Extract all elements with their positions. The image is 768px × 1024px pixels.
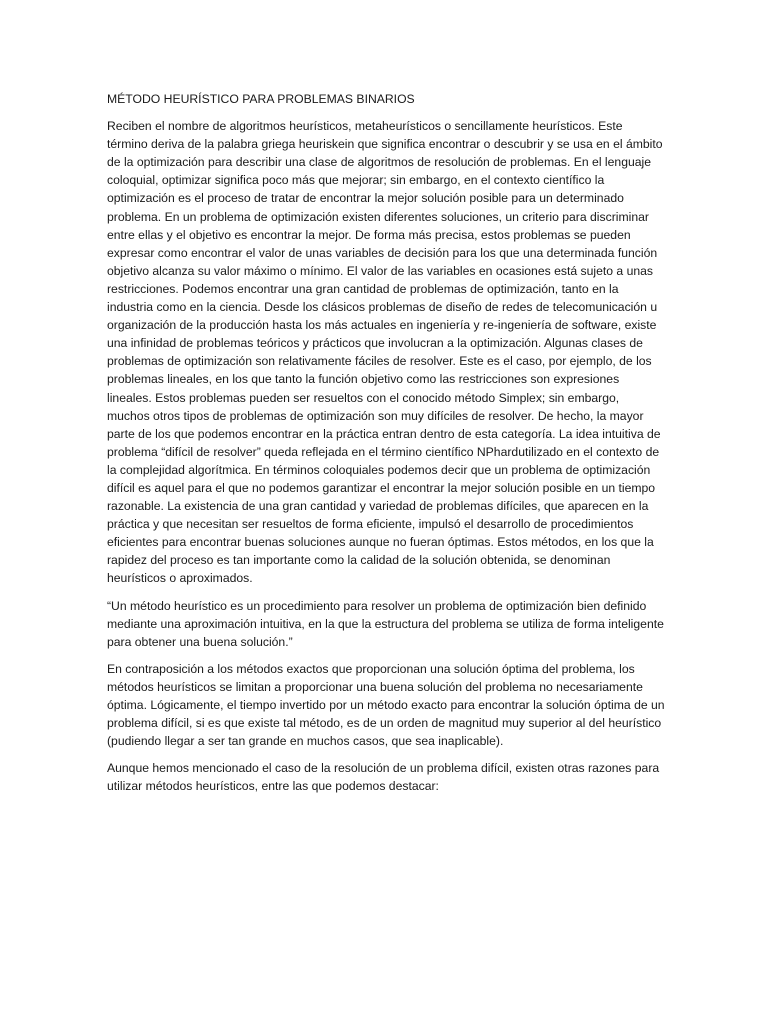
document-title: MÉTODO HEURÍSTICO PARA PROBLEMAS BINARIOS — [107, 92, 415, 106]
paragraph-introduction: Reciben el nombre de algoritmos heurísticos, metaheurísticos o sencillamente heurísticos. Este término deriva de la palabra griega heuriskein que significa encontrar o descubrir y se usa en el ámbito de la optimización para describir una clase de algoritmos de resolución de problemas. En el lenguaje coloquial, optimizar significa poco más que mejorar; sin embargo, en el contexto científico la optimización es el proceso de tratar de encontrar la mejor solución posible para un determinado problema. En un problema de optimización existen diferentes soluciones, un criterio para discriminar entre ellas y el objetivo es encontrar la mejor. De forma más precisa, estos problemas se pueden expresar como encontrar el valor de unas variables de decisión para los que una determinada función objetivo alcanza su valor máximo o mínimo. El valor de las variables en ocasiones está sujeto a unas restricciones. Podemos encontrar una gran cantidad de problemas de optimización, tanto en la industria como en la ciencia. Desde los clásicos problemas de diseño de redes de telecomunicación u organización de la producción hasta los más actuales en ingeniería y re-ingeniería de software, existe una infinidad de problemas teóricos y prácticos que involucran a la optimización. Algunas clases de problemas de optimización son relativamente fáciles de resolver. Este es el caso, por ejemplo, de los problemas lineales, en los que tanto la función objetivo como las restricciones son expresiones lineales. Estos problemas pueden ser resueltos con el conocido método Simplex; sin embargo, muchos otros tipos de problemas de optimización son muy difíciles de resolver. De hecho, la mayor parte de los que podemos encontrar en la práctica entran dentro de esta categoría. La idea intuitiva de problema “difícil de resolver” queda reflejada en el término científico NPhardutilizado en el contexto de la complejidad algorítmica. En términos coloquiales podemos decir que un problema de optimización difícil es aquel para el que no podemos garantizar el encontrar la mejor solución posible en un tiempo razonable. La existencia de una gran cantidad y variedad de problemas difíciles, que aparecen en la práctica y que necesitan ser resueltos de forma eficiente, impulsó el desarrollo de procedimientos eficientes para encontrar buenas soluciones aunque no fueran óptimas. Estos métodos, en los que la rapidez del proceso es tan importante como la calidad de la solución obtenida, se denominan heurísticos o aproximados. — [107, 119, 663, 586]
paragraph-other-reasons: Aunque hemos mencionado el caso de la resolución de un problema difícil, existen otras razones para utilizar métodos heurísticos, entre las que podemos destacar: — [107, 761, 660, 794]
paragraph-quote-definition: “Un método heurístico es un procedimiento para resolver un problema de optimización bien definido mediante una aproximación intuitiva, en la que la estructura del problema se utiliza de forma inteligente para obtener una buena solución.” — [107, 598, 664, 649]
paragraph-exact-vs-heuristic: En contraposición a los métodos exactos que proporcionan una solución óptima del problema, los métodos heurísticos se limitan a proporcionar una buena solución del problema no necesariamente óptima. Lógicamente, el tiempo invertido por un método exacto para encontrar la solución óptima de un problema difícil, si es que existe tal método, es de un orden de magnitud muy superior al del heurístico (pudiendo llegar a ser tan grande en muchos casos, que sea inaplicable). — [107, 661, 665, 749]
document-body — [107, 90, 665, 804]
